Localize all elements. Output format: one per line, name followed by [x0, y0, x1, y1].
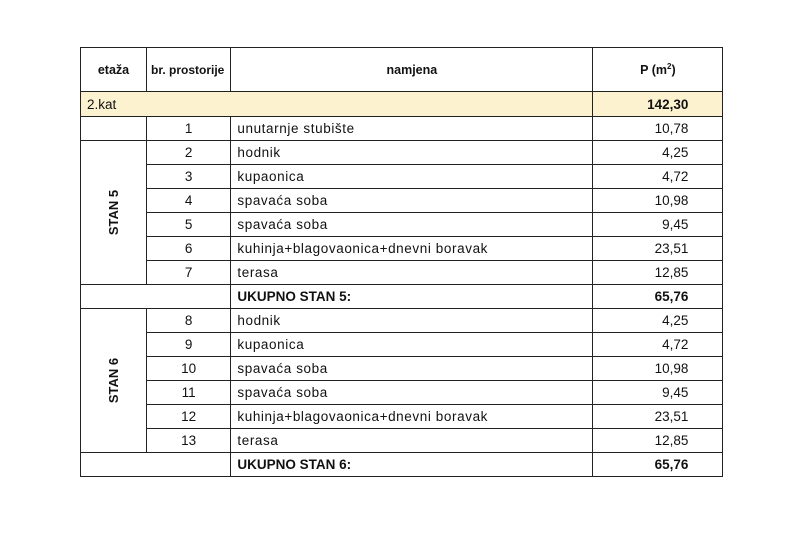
header-br-prostorije: br. prostorije	[147, 48, 231, 92]
room-area: 12,85	[593, 261, 723, 285]
floor-area: 142,30	[593, 92, 723, 117]
room-purpose: kupaonica	[231, 333, 593, 357]
table-row	[81, 261, 723, 285]
empty-cell	[81, 285, 231, 309]
room-number: 7	[147, 261, 231, 285]
room-purpose: spavaća soba	[231, 213, 593, 237]
table-row	[81, 429, 723, 453]
stan5-total-area: 65,76	[593, 285, 723, 309]
room-area: 10,98	[593, 357, 723, 381]
stan6-total-label: UKUPNO STAN 6:	[231, 453, 593, 477]
floor-label: 2.kat	[81, 92, 593, 117]
room-number: 11	[147, 381, 231, 405]
room-purpose: kuhinja+blagovaonica+dnevni boravak	[231, 237, 593, 261]
room-area: 4,25	[593, 141, 723, 165]
header-area: P $(m^2)$	[593, 48, 723, 92]
room-purpose: kupaonica	[231, 165, 593, 189]
stan5-total-row	[81, 285, 723, 309]
header-etaza: etaža	[81, 48, 147, 92]
room-number: 2	[147, 141, 231, 165]
table-row	[81, 165, 723, 189]
room-purpose: hodnik	[231, 141, 593, 165]
table-row	[81, 189, 723, 213]
empty-cell	[81, 117, 147, 141]
stan5-label-cell	[81, 141, 147, 285]
room-number: 8	[147, 309, 231, 333]
table-row	[81, 381, 723, 405]
table-row	[81, 213, 723, 237]
table-row	[81, 333, 723, 357]
room-area: 4,72	[593, 165, 723, 189]
room-purpose: spavaća soba	[231, 189, 593, 213]
room-area-table	[80, 47, 723, 477]
empty-cell	[81, 453, 231, 477]
stan6-label: STAN 6	[105, 357, 121, 404]
header-row	[81, 48, 723, 92]
floor-row	[81, 92, 723, 117]
room-area: 9,45	[593, 381, 723, 405]
stan6-total-area: 65,76	[593, 453, 723, 477]
room-purpose: spavaća soba	[231, 381, 593, 405]
room-number: 6	[147, 237, 231, 261]
room-number: 10	[147, 357, 231, 381]
stan6-total-row	[81, 453, 723, 477]
table-row	[81, 141, 723, 165]
table-row	[81, 357, 723, 381]
stan5-total-label: UKUPNO STAN 5:	[231, 285, 593, 309]
room-area: 4,72	[593, 333, 723, 357]
table-row	[81, 405, 723, 429]
room-number: 3	[147, 165, 231, 189]
table-row	[81, 309, 723, 333]
room-area: 23,51	[593, 405, 723, 429]
room-number: 12	[147, 405, 231, 429]
room-purpose: terasa	[231, 261, 593, 285]
header-namjena: namjena	[231, 48, 593, 92]
room-number: 9	[147, 333, 231, 357]
room-purpose: unutarnje stubište	[231, 117, 593, 141]
room-area: 4,25	[593, 309, 723, 333]
room-purpose: hodnik	[231, 309, 593, 333]
room-number: 4	[147, 189, 231, 213]
room-area: 9,45	[593, 213, 723, 237]
stan6-label-cell	[81, 309, 147, 453]
room-number: 5	[147, 213, 231, 237]
stan5-label: STAN 5	[105, 189, 121, 236]
room-area: 10,78	[593, 117, 723, 141]
room-purpose: spavaća soba	[231, 357, 593, 381]
table-row	[81, 237, 723, 261]
room-area: 10,98	[593, 189, 723, 213]
table-row	[81, 117, 723, 141]
room-number: 13	[147, 429, 231, 453]
room-area: 23,51	[593, 237, 723, 261]
room-purpose: terasa	[231, 429, 593, 453]
room-purpose: kuhinja+blagovaonica+dnevni boravak	[231, 405, 593, 429]
room-area: 12,85	[593, 429, 723, 453]
room-number: 1	[147, 117, 231, 141]
